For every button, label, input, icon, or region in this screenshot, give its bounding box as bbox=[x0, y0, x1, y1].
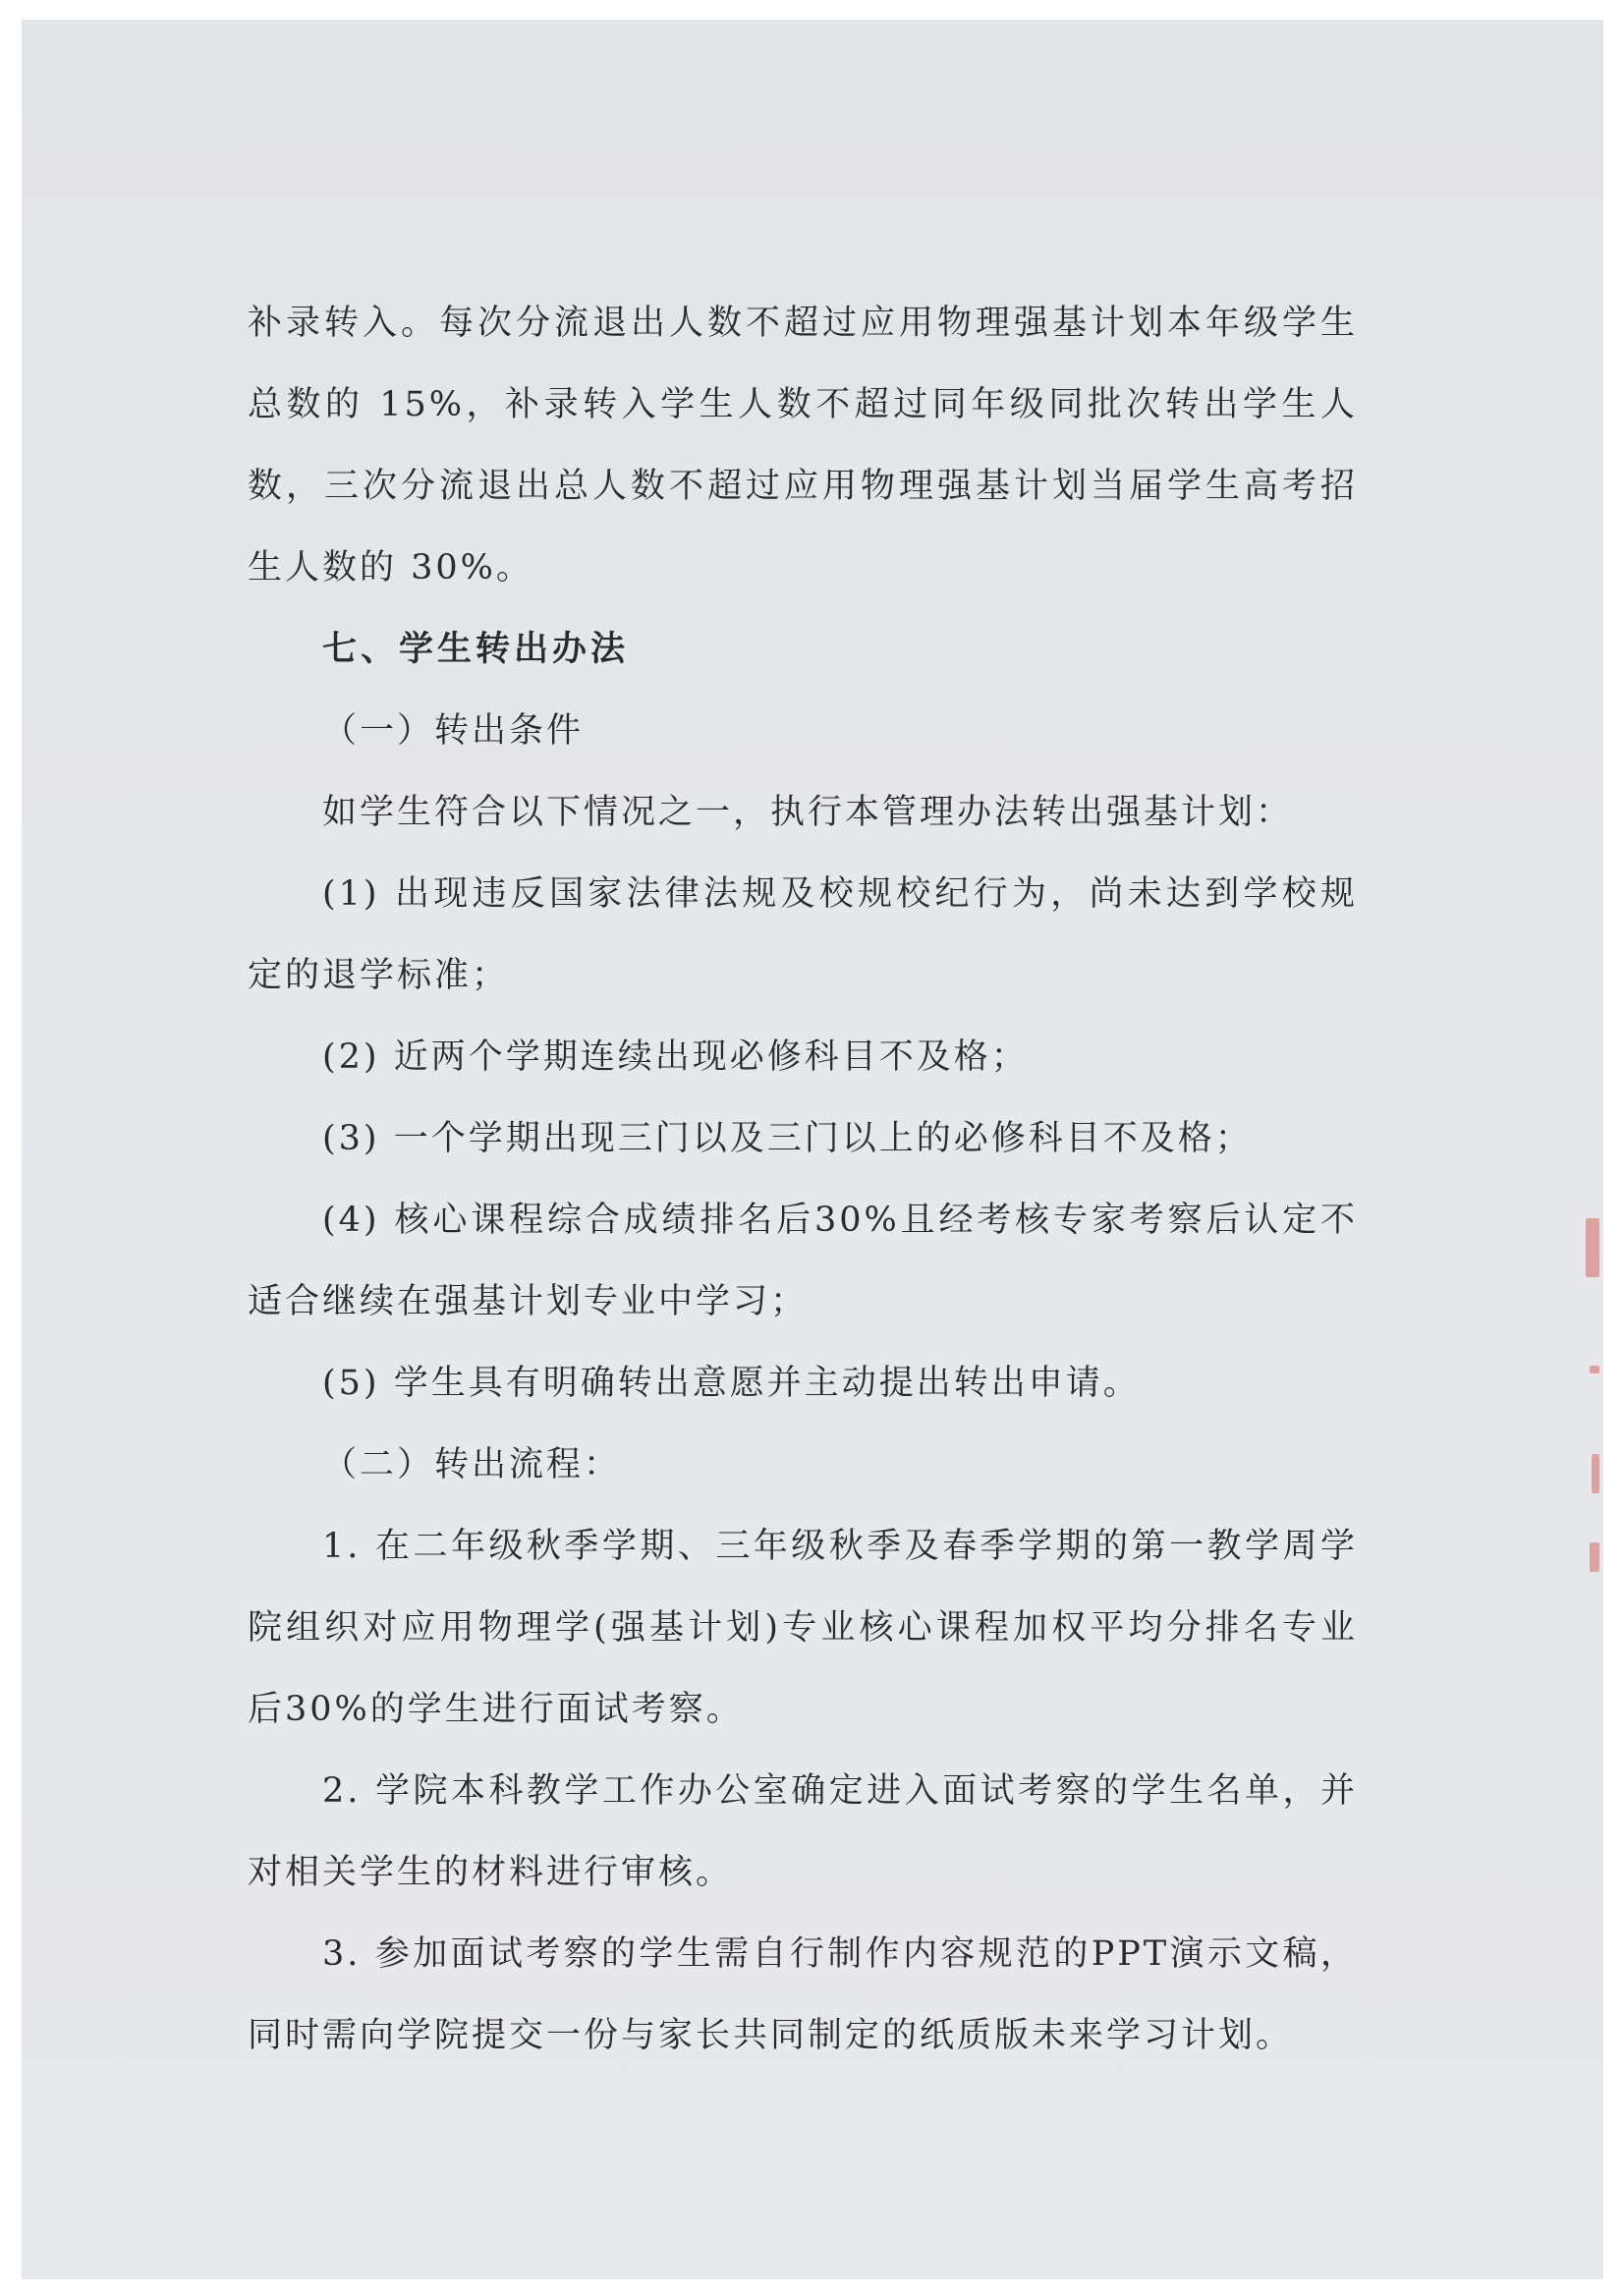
seal-fragment-4 bbox=[1590, 1542, 1599, 1572]
process-step-1: 1. 在二年级秋季学期、三年级秋季及春季学期的第一教学周学院组织对应用物理学(强基计划)专业核心课程加权平均分排名专业后30%的学生进行面试考察。 bbox=[248, 1527, 1358, 1729]
continued-paragraph: 补录转入。每次分流退出人数不超过应用物理强基计划本年级学生总数的 15%，补录转入学生人数不超过同年级同批次转出学生人数，三次分流退出总人数不超过应用物理强基计划当届学生高考招生人数的 30%。 bbox=[248, 304, 1358, 588]
seal-fragment-3 bbox=[1592, 1454, 1599, 1493]
process-step-2: 2. 学院本科教学工作办公室确定进入面试考察的学生名单，并对相关学生的材料进行审核。 bbox=[248, 1771, 1358, 1892]
seal-edge-mark bbox=[1582, 1218, 1603, 1631]
seal-fragment-1 bbox=[1586, 1218, 1599, 1277]
condition-item-4: (4) 核心课程综合成绩排名后30%且经考核专家考察后认定不适合继续在强基计划专业中学习； bbox=[248, 1201, 1358, 1321]
subheading-transfer-process: （二）转出流程： bbox=[322, 1445, 622, 1484]
condition-item-1: (1) 出现违反国家法律法规及校规校纪行为，尚未达到学校规定的退学标准； bbox=[248, 874, 1358, 995]
condition-item-3: (3) 一个学期出现三门以及三门以上的必修科目不及格； bbox=[322, 1119, 1253, 1158]
seal-fragment-2 bbox=[1590, 1366, 1599, 1373]
document-page bbox=[22, 20, 1603, 2279]
process-step-3: 3. 参加面试考察的学生需自行制作内容规范的PPT演示文稿，同时需向学院提交一份与家长共同制定的纸质版未来学习计划。 bbox=[248, 1934, 1358, 2055]
condition-item-2: (2) 近两个学期连续出现必修科目不及格； bbox=[322, 1037, 1029, 1077]
condition-item-5: (5) 学生具有明确转出意愿并主动提出转出申请。 bbox=[322, 1364, 1141, 1403]
section-heading-7: 七、学生转出办法 bbox=[322, 630, 630, 669]
subheading-transfer-conditions: （一）转出条件 bbox=[322, 711, 585, 751]
document-body bbox=[248, 283, 1358, 2077]
conditions-intro: 如学生符合以下情况之一，执行本管理办法转出强基计划： bbox=[322, 793, 1294, 832]
